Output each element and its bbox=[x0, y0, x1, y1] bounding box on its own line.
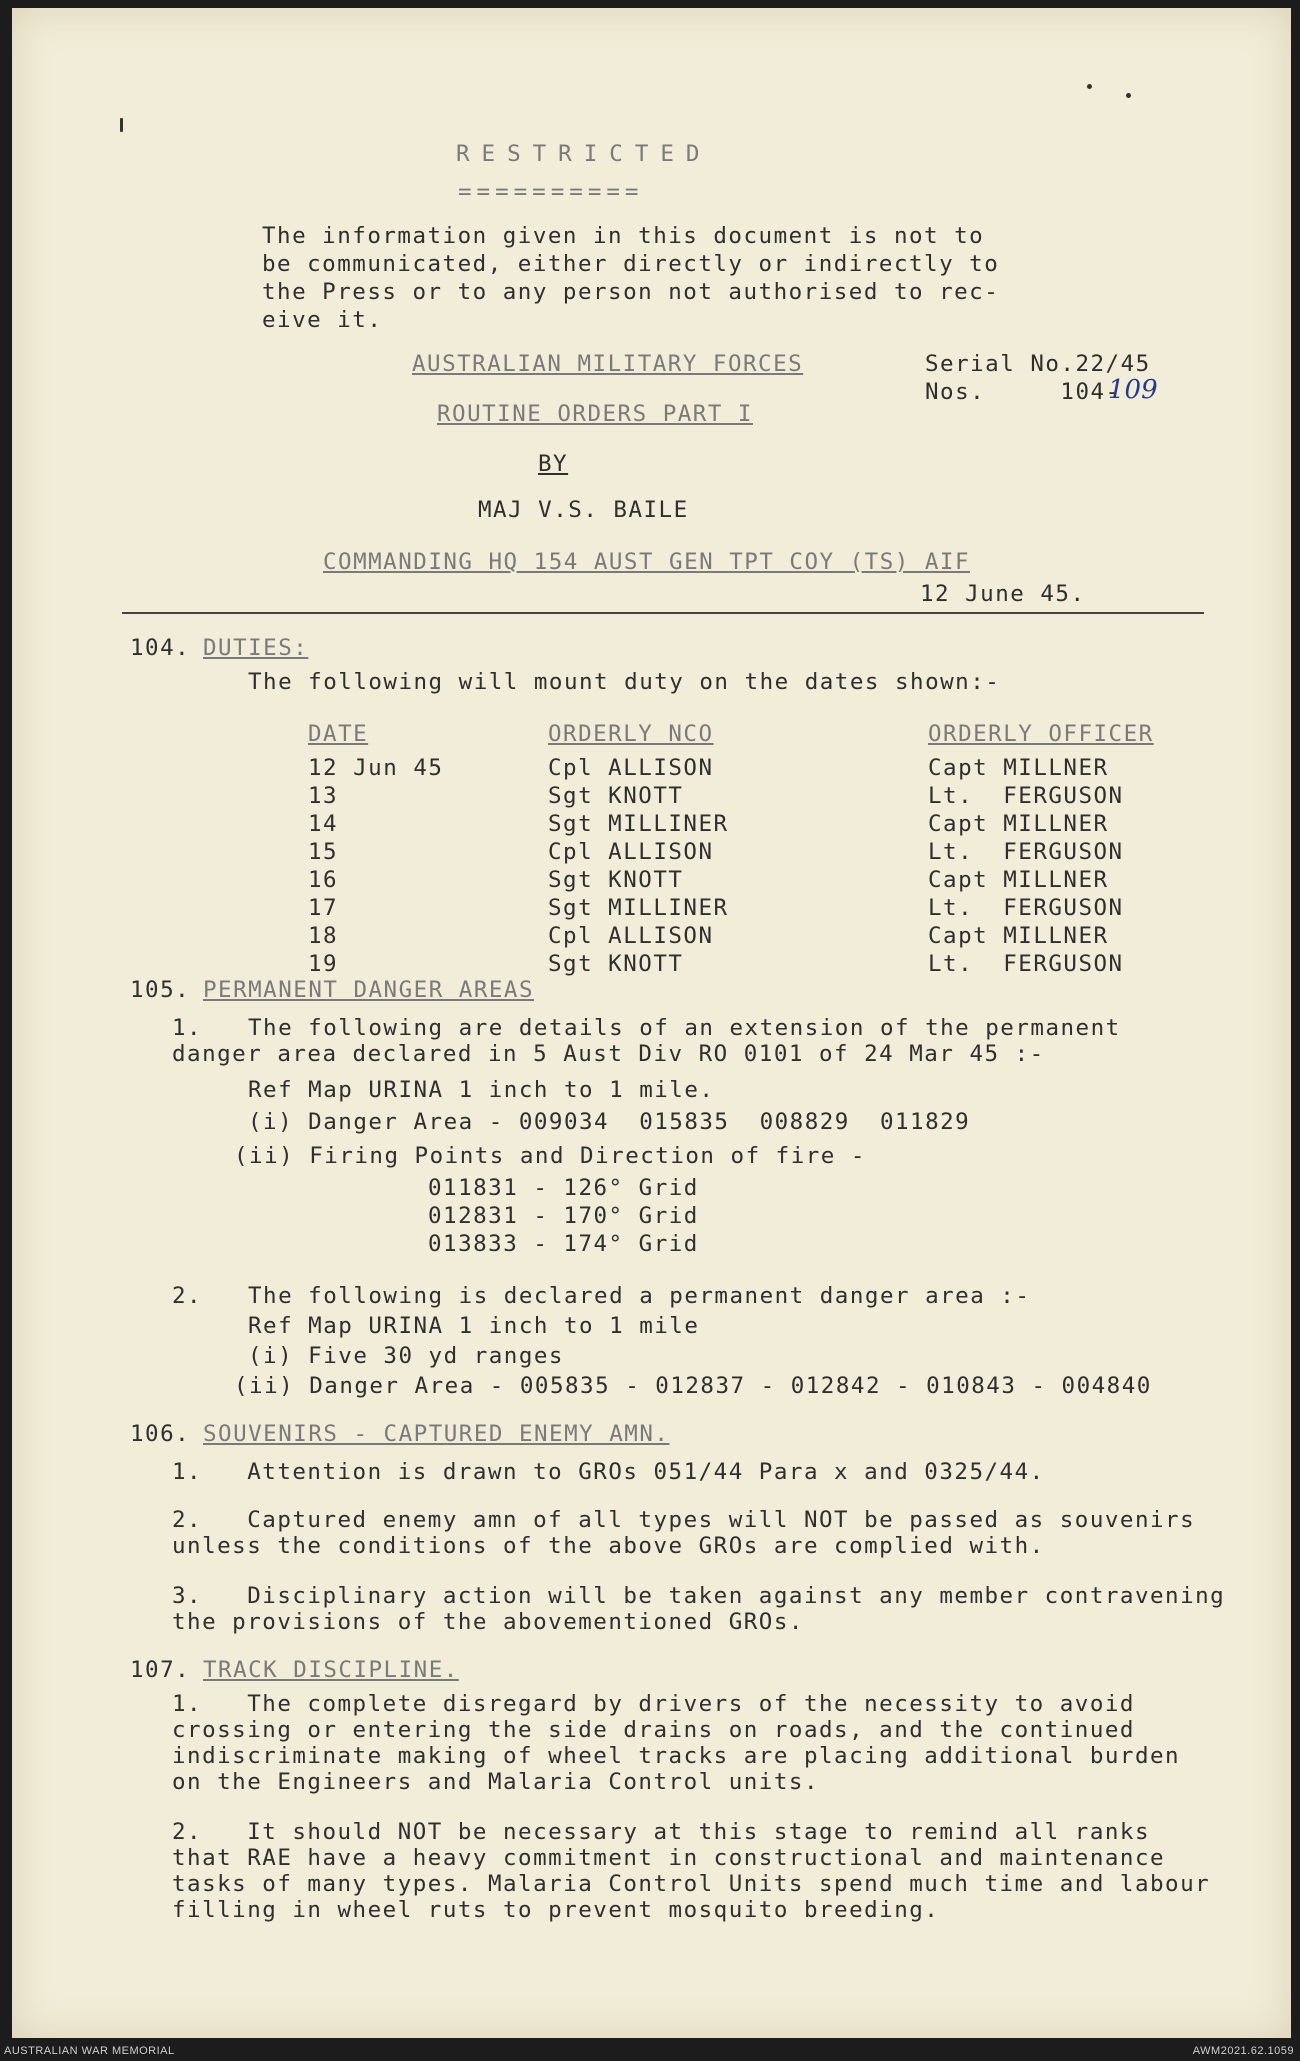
section-104-number: 104. bbox=[130, 635, 191, 661]
orders-title: ROUTINE ORDERS PART I bbox=[437, 401, 753, 427]
section-107-p1a: 1. The complete disregard by drivers of the necessity to avoid bbox=[172, 1691, 1135, 1717]
table-row: 17 Sgt MILLINER Lt. FERGUSON bbox=[308, 895, 1124, 921]
section-107-p2a: 2. It should NOT be necessary at this stage to remind all ranks bbox=[172, 1819, 1150, 1845]
section-105-p2-ref: Ref Map URINA 1 inch to 1 mile bbox=[248, 1313, 700, 1339]
section-107-number: 107. bbox=[130, 1657, 191, 1683]
serial-number: Serial No.22/45 bbox=[925, 351, 1151, 377]
section-107-p2b: that RAE have a heavy commitment in constructional and maintenance bbox=[172, 1845, 1166, 1871]
classification-underline: ========== bbox=[458, 179, 644, 205]
section-105-p1-line2: danger area declared in 5 Aust Div RO 0101 of 24 Mar 45 :- bbox=[172, 1041, 1045, 1067]
duty-table bbox=[308, 720, 1188, 978]
section-105-heading: PERMANENT DANGER AREAS bbox=[203, 977, 535, 1003]
section-105-p2-i: (i) Five 30 yd ranges bbox=[248, 1343, 564, 1369]
section-105-p2-line1: The following is declared a permanent danger area :- bbox=[248, 1283, 1031, 1309]
section-105-p1-number: 1. bbox=[172, 1015, 203, 1041]
section-106-p2b: unless the conditions of the above GROs are complied with. bbox=[172, 1533, 1045, 1559]
firing-point-1: 011831 - 126° Grid bbox=[428, 1175, 699, 1201]
order-date: 12 June 45. bbox=[920, 581, 1086, 607]
section-106-heading: SOUVENIRS - CAPTURED ENEMY AMN. bbox=[203, 1421, 670, 1447]
table-row: 12 Jun 45 Cpl ALLISON Capt MILLNER bbox=[308, 755, 1109, 781]
section-105-p1-ref: Ref Map URINA 1 inch to 1 mile. bbox=[248, 1077, 715, 1103]
warning-line-2: be communicated, either directly or indirectly to bbox=[262, 251, 1000, 277]
header-rule bbox=[122, 612, 1204, 614]
section-106-p1: 1. Attention is drawn to GROs 051/44 Para x and 0325/44. bbox=[172, 1459, 1045, 1485]
col-date: DATE bbox=[308, 721, 369, 747]
order-numbers: Nos. 104- bbox=[925, 379, 1121, 405]
firing-point-2: 012831 - 170° Grid bbox=[428, 1203, 699, 1229]
warning-line-4: eive it. bbox=[262, 307, 383, 333]
table-row: 15 Cpl ALLISON Lt. FERGUSON bbox=[308, 839, 1124, 865]
section-105-number: 105. bbox=[130, 977, 191, 1003]
officer-name: MAJ V.S. BAILE bbox=[478, 497, 689, 523]
duty-table-header bbox=[308, 720, 1188, 748]
col-nco: ORDERLY NCO bbox=[548, 721, 714, 747]
col-officer: ORDERLY OFFICER bbox=[928, 721, 1154, 747]
footer-source: AUSTRALIAN WAR MEMORIAL bbox=[4, 2045, 175, 2057]
handwritten-number: 109 bbox=[1108, 375, 1158, 405]
section-105-p2-ii: (ii) Danger Area - 005835 - 012837 - 012842 - 010843 - 004840 bbox=[234, 1373, 1152, 1399]
warning-line-1: The information given in this document is not to bbox=[262, 223, 985, 249]
section-107-p1c: indiscriminate making of wheel tracks are placing additional burden bbox=[172, 1743, 1181, 1769]
table-row: 16 Sgt KNOTT Capt MILLNER bbox=[308, 867, 1109, 893]
section-107-p1d: on the Engineers and Malaria Control units. bbox=[172, 1769, 819, 1795]
section-106-p2a: 2. Captured enemy amn of all types will NOT be passed as souvenirs bbox=[172, 1507, 1196, 1533]
punch-mark bbox=[1126, 93, 1131, 98]
punch-mark bbox=[1087, 84, 1092, 89]
section-105-p1-i: (i) Danger Area - 009034 015835 008829 011829 bbox=[248, 1109, 971, 1135]
by-label: BY bbox=[538, 451, 569, 477]
section-105-p1-ii: (ii) Firing Points and Direction of fire - bbox=[234, 1143, 866, 1169]
section-105-p1-line1: The following are details of an extension of the permanent bbox=[248, 1015, 1121, 1041]
firing-point-3: 013833 - 174° Grid bbox=[428, 1231, 699, 1257]
force-title: AUSTRALIAN MILITARY FORCES bbox=[412, 351, 804, 377]
section-104-heading: DUTIES: bbox=[203, 635, 309, 661]
section-107-p1b: crossing or entering the side drains on roads, and the continued bbox=[172, 1717, 1135, 1743]
section-104-intro: The following will mount duty on the dates shown:- bbox=[248, 669, 1001, 695]
footer-accession: AWM2021.62.1059 bbox=[1192, 2045, 1294, 2057]
section-107-p2c: tasks of many types. Malaria Control Units spend much time and labour bbox=[172, 1871, 1211, 1897]
table-row: 19 Sgt KNOTT Lt. FERGUSON bbox=[308, 951, 1124, 977]
section-107-p2d: filling in wheel ruts to prevent mosquito breeding. bbox=[172, 1897, 940, 1923]
section-106-number: 106. bbox=[130, 1421, 191, 1447]
section-106-p3b: the provisions of the abovementioned GROs. bbox=[172, 1609, 804, 1635]
commanding-line: COMMANDING HQ 154 AUST GEN TPT COY (TS) AIF bbox=[323, 549, 970, 575]
table-row: 14 Sgt MILLINER Capt MILLNER bbox=[308, 811, 1109, 837]
section-107-heading: TRACK DISCIPLINE. bbox=[203, 1657, 459, 1683]
classification: RESTRICTED bbox=[456, 141, 712, 167]
punch-mark bbox=[120, 118, 123, 132]
table-row: 13 Sgt KNOTT Lt. FERGUSON bbox=[308, 783, 1124, 809]
table-row: 18 Cpl ALLISON Capt MILLNER bbox=[308, 923, 1109, 949]
warning-line-3: the Press or to any person not authorised to rec- bbox=[262, 279, 1000, 305]
section-106-p3a: 3. Disciplinary action will be taken against any member contravening bbox=[172, 1583, 1226, 1609]
section-105-p2-number: 2. bbox=[172, 1283, 203, 1309]
